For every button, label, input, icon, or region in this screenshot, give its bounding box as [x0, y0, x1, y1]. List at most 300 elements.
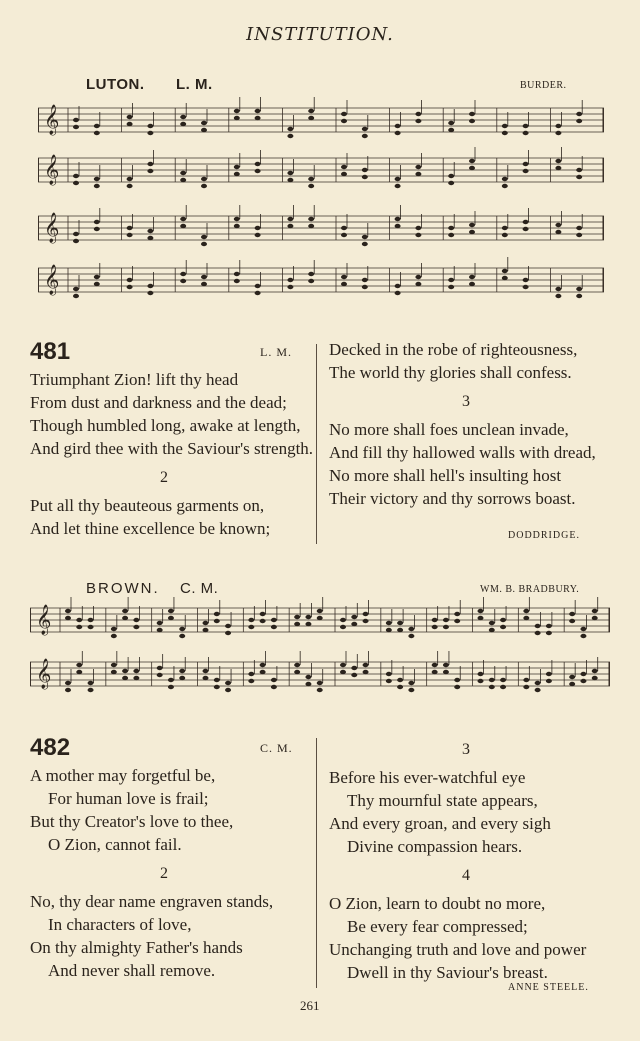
note: [432, 625, 438, 629]
note: [287, 278, 293, 282]
note: [180, 122, 186, 126]
note: [65, 616, 71, 620]
note: [201, 275, 207, 279]
note: [122, 609, 128, 613]
note: [502, 269, 508, 273]
note: [576, 233, 582, 237]
note: [341, 119, 347, 123]
tune-composer-brown: WM. B. BRADBURY.: [480, 584, 580, 595]
note: [555, 124, 561, 128]
music-score-luton-system-1: [38, 92, 604, 300]
note: [260, 612, 266, 616]
verse-line: In characters of love,: [48, 915, 192, 934]
verse-line: A mother may forgetful be,: [30, 766, 216, 785]
note: [362, 168, 368, 172]
note: [248, 625, 254, 629]
note: [255, 169, 261, 173]
note: [535, 681, 541, 685]
verse-line: And never shall remove.: [48, 961, 216, 980]
verse-number: 3: [462, 393, 470, 410]
verse-line: No more shall foes unclean invade,: [329, 420, 569, 439]
note: [569, 675, 575, 679]
note: [127, 177, 133, 181]
note: [469, 159, 475, 163]
note: [363, 663, 369, 667]
note: [294, 670, 300, 674]
note: [255, 226, 261, 230]
note: [88, 625, 94, 629]
note: [489, 628, 495, 632]
note: [362, 278, 368, 282]
verse-line: From dust and darkness and the dead;: [30, 393, 287, 412]
note: [555, 287, 561, 291]
note: [271, 625, 277, 629]
note: [168, 616, 174, 620]
note: [111, 627, 117, 631]
note: [397, 685, 403, 689]
verse-line: The world thy glories shall confess.: [329, 363, 572, 382]
note: [308, 224, 314, 228]
note: [489, 621, 495, 625]
note: [362, 285, 368, 289]
note: [340, 663, 346, 667]
tune-name-brown: BROWN.: [86, 580, 160, 597]
note: [448, 121, 454, 125]
note: [157, 628, 163, 632]
note: [127, 285, 133, 289]
note: [478, 672, 484, 676]
note: [179, 627, 185, 631]
note: [133, 669, 139, 673]
note: [203, 676, 209, 680]
note: [180, 171, 186, 175]
note: [341, 172, 347, 176]
hymn-meter-482: C. M.: [260, 741, 293, 755]
note: [157, 621, 163, 625]
note: [362, 175, 368, 179]
note: [201, 121, 207, 125]
note: [523, 124, 529, 128]
note: [157, 666, 163, 670]
note: [180, 224, 186, 228]
note: [255, 116, 261, 120]
note: [340, 625, 346, 629]
note: [546, 631, 552, 635]
note: [127, 226, 133, 230]
verse-line: Thy mournful state appears,: [347, 791, 538, 810]
note: [168, 609, 174, 613]
note: [94, 184, 100, 188]
note: [415, 226, 421, 230]
note: [535, 624, 541, 628]
note: [448, 278, 454, 282]
note: [478, 609, 484, 613]
note: [225, 688, 231, 692]
note: [294, 615, 300, 619]
note: [305, 615, 311, 619]
verse-line: Put all thy beauteous garments on,: [30, 496, 265, 515]
note: [443, 618, 449, 622]
note: [523, 616, 529, 620]
note: [305, 675, 311, 679]
note: [147, 291, 153, 295]
note: [469, 112, 475, 116]
page-number: 261: [300, 998, 320, 1013]
note: [94, 275, 100, 279]
note: [127, 278, 133, 282]
verse-line: And every groan, and every sigh: [329, 814, 551, 833]
note: [287, 127, 293, 131]
note: [415, 112, 421, 116]
verse-number: 3: [462, 741, 470, 758]
note: [201, 282, 207, 286]
note: [569, 619, 575, 623]
note: [305, 622, 311, 626]
note: [502, 276, 508, 280]
note: [415, 172, 421, 176]
note: [580, 634, 586, 638]
note: [555, 166, 561, 170]
note: [308, 109, 314, 113]
verse-line: Divine compassion hears.: [347, 837, 523, 856]
staff: [38, 147, 604, 188]
note: [555, 159, 561, 163]
note: [432, 618, 438, 622]
note: [127, 184, 133, 188]
note: [523, 131, 529, 135]
note: [500, 618, 506, 622]
note: [294, 663, 300, 667]
note: [415, 233, 421, 237]
note: [523, 278, 529, 282]
note: [147, 236, 153, 240]
note: [341, 275, 347, 279]
note: [308, 184, 314, 188]
verse-line: Be every fear compressed;: [347, 917, 528, 936]
verse-line: Their victory and thy sorrows boast.: [329, 489, 576, 508]
note: [94, 131, 100, 135]
note: [133, 676, 139, 680]
note: [523, 220, 529, 224]
note: [157, 673, 163, 677]
note: [478, 679, 484, 683]
note: [94, 124, 100, 128]
note: [201, 128, 207, 132]
note: [225, 624, 231, 628]
note: [214, 678, 220, 682]
note: [502, 177, 508, 181]
note: [408, 627, 414, 631]
note: [448, 174, 454, 178]
note: [454, 678, 460, 682]
note: [127, 233, 133, 237]
note: [111, 663, 117, 667]
note: [201, 177, 207, 181]
note: [180, 217, 186, 221]
column-divider: [316, 344, 317, 544]
note: [65, 681, 71, 685]
note: [523, 678, 529, 682]
note: [287, 285, 293, 289]
note: [351, 666, 357, 670]
hymn-number-481: 481: [30, 338, 71, 365]
note: [180, 178, 186, 182]
note: [386, 621, 392, 625]
note: [592, 616, 598, 620]
note: [122, 616, 128, 620]
note: [469, 282, 475, 286]
note: [317, 681, 323, 685]
note: [469, 223, 475, 227]
note: [308, 217, 314, 221]
note: [386, 679, 392, 683]
note: [386, 628, 392, 632]
note: [271, 678, 277, 682]
tune-meter-brown: C. M.: [180, 580, 219, 597]
note: [386, 672, 392, 676]
note: [147, 229, 153, 233]
note: [214, 612, 220, 616]
note: [94, 177, 100, 181]
note: [500, 625, 506, 629]
note: [340, 618, 346, 622]
note: [395, 177, 401, 181]
note: [308, 116, 314, 120]
note: [576, 226, 582, 230]
note: [415, 282, 421, 286]
note: [580, 679, 586, 683]
note: [255, 162, 261, 166]
column-divider: [316, 738, 317, 988]
note: [260, 663, 266, 667]
note: [94, 227, 100, 231]
note: [73, 232, 79, 236]
note: [147, 131, 153, 135]
note: [432, 663, 438, 667]
note: [448, 181, 454, 185]
note: [248, 618, 254, 622]
note: [535, 631, 541, 635]
note: [147, 284, 153, 288]
verse-line: O Zion, learn to doubt no more,: [329, 894, 546, 913]
note: [454, 685, 460, 689]
note: [308, 279, 314, 283]
note: [362, 127, 368, 131]
note: [147, 162, 153, 166]
verse-line: Dwell in thy Saviour's breast.: [347, 963, 548, 982]
note: [73, 181, 79, 185]
note: [351, 673, 357, 677]
note: [94, 220, 100, 224]
note: [76, 670, 82, 674]
verse-line: Unchanging truth and love and power: [329, 940, 587, 959]
note: [271, 685, 277, 689]
verse-number: 4: [462, 867, 470, 884]
note: [88, 688, 94, 692]
note: [580, 672, 586, 676]
staff: [38, 97, 604, 138]
verse-line: Decked in the robe of righteousness,: [329, 340, 578, 359]
note: [260, 619, 266, 623]
note: [502, 131, 508, 135]
note: [395, 224, 401, 228]
note: [234, 272, 240, 276]
note: [395, 124, 401, 128]
note: [448, 128, 454, 132]
verse-line: And fill thy hallowed walls with dread,: [329, 443, 596, 462]
note: [287, 224, 293, 228]
note: [448, 233, 454, 237]
note: [122, 669, 128, 673]
note: [592, 609, 598, 613]
note: [255, 109, 261, 113]
note: [555, 131, 561, 135]
note: [351, 622, 357, 626]
note: [555, 223, 561, 227]
clef-icon: 𝄞: [44, 155, 60, 185]
note: [523, 285, 529, 289]
note: [489, 678, 495, 682]
note: [234, 217, 240, 221]
clef-icon: 𝄞: [44, 265, 60, 295]
staff: [30, 597, 610, 638]
note: [523, 227, 529, 231]
note: [73, 125, 79, 129]
note: [408, 634, 414, 638]
note: [502, 124, 508, 128]
note: [569, 682, 575, 686]
note: [234, 172, 240, 176]
note: [478, 616, 484, 620]
note: [397, 678, 403, 682]
note: [317, 616, 323, 620]
note: [535, 688, 541, 692]
note: [287, 134, 293, 138]
note: [73, 118, 79, 122]
note: [147, 169, 153, 173]
note: [397, 628, 403, 632]
note: [248, 672, 254, 676]
note: [76, 618, 82, 622]
note: [179, 634, 185, 638]
note: [317, 609, 323, 613]
note: [576, 287, 582, 291]
note: [255, 284, 261, 288]
note: [454, 612, 460, 616]
note: [341, 226, 347, 230]
note: [214, 685, 220, 689]
note: [127, 115, 133, 119]
page-header-title: INSTITUTION.: [246, 24, 394, 45]
note: [415, 275, 421, 279]
note: [340, 670, 346, 674]
note: [287, 217, 293, 221]
note: [225, 681, 231, 685]
note: [351, 615, 357, 619]
note: [214, 619, 220, 623]
note: [65, 609, 71, 613]
note: [180, 272, 186, 276]
verse-line: But thy Creator's love to thee,: [30, 812, 234, 831]
note: [111, 634, 117, 638]
verse-line: No more shall hell's insulting host: [329, 466, 562, 485]
note: [415, 119, 421, 123]
note: [523, 169, 529, 173]
note: [489, 685, 495, 689]
note: [454, 619, 460, 623]
note: [308, 272, 314, 276]
note: [546, 624, 552, 628]
note: [362, 242, 368, 246]
note: [395, 284, 401, 288]
note: [133, 618, 139, 622]
note: [88, 618, 94, 622]
note: [395, 184, 401, 188]
note: [179, 676, 185, 680]
note: [180, 279, 186, 283]
note: [363, 619, 369, 623]
note: [592, 676, 598, 680]
note: [500, 685, 506, 689]
note: [255, 233, 261, 237]
note: [523, 609, 529, 613]
verse-line: For human love is frail;: [48, 789, 209, 808]
tune-composer-luton: BURDER.: [520, 80, 567, 91]
note: [180, 115, 186, 119]
note: [576, 175, 582, 179]
note: [469, 119, 475, 123]
verse-line: And gird thee with the Saviour's strength.: [30, 439, 314, 458]
note: [308, 177, 314, 181]
note: [469, 230, 475, 234]
note: [317, 688, 323, 692]
note: [443, 625, 449, 629]
note: [287, 178, 293, 182]
note: [225, 631, 231, 635]
note: [122, 676, 128, 680]
note: [341, 165, 347, 169]
note: [168, 678, 174, 682]
note: [94, 282, 100, 286]
note: [201, 184, 207, 188]
note: [432, 670, 438, 674]
note: [500, 678, 506, 682]
note: [576, 119, 582, 123]
staff: [30, 651, 610, 692]
note: [555, 230, 561, 234]
note: [555, 294, 561, 298]
note: [397, 621, 403, 625]
note: [133, 625, 139, 629]
note: [341, 233, 347, 237]
note: [502, 184, 508, 188]
note: [448, 285, 454, 289]
music-score-brown: [30, 596, 610, 700]
note: [502, 233, 508, 237]
note: [576, 168, 582, 172]
verse-line: O Zion, cannot fail.: [48, 835, 182, 854]
note: [76, 625, 82, 629]
note: [234, 116, 240, 120]
note: [569, 612, 575, 616]
staff: [38, 257, 604, 298]
note: [502, 226, 508, 230]
note: [255, 291, 261, 295]
note: [73, 239, 79, 243]
note: [341, 112, 347, 116]
note: [415, 165, 421, 169]
tune-meter-luton: L. M.: [176, 76, 213, 93]
